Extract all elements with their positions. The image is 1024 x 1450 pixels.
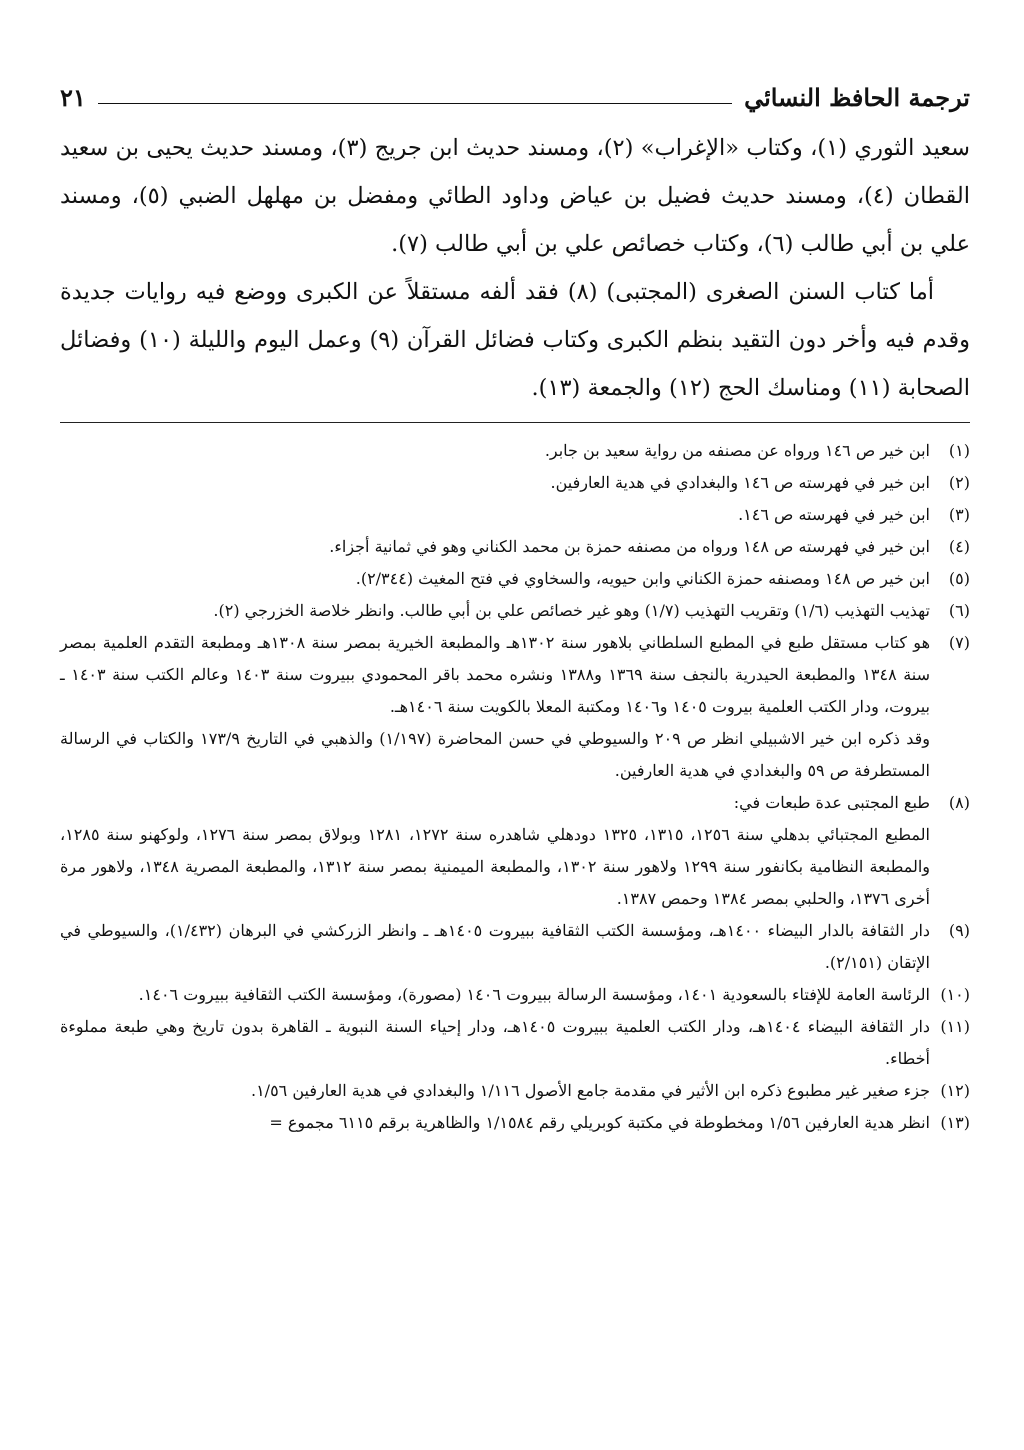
- footnote: [60, 435, 970, 467]
- footnote: [60, 595, 970, 627]
- footnote-number: (٦): [948, 601, 970, 620]
- paragraph: سعيد الثوري (١)، وكتاب «الإغراب» (٢)، ومسند حديث ابن جريج (٣)، ومسند حديث يحيى بن سعيد القطان (٤)، ومسند حديث فضيل بن عياض وداود الطائي ومفضل بن مهلهل الضبي (٥)، ومسند علي بن أبي طالب (٦)، وكتاب خصائص علي بن أبي طالب (٧).: [60, 135, 970, 257]
- footnote-number: (١٣): [940, 1113, 970, 1132]
- footnotes: [60, 435, 970, 1139]
- footnote-text: ابن خير في فهرسته ص ١٤٨ ورواه من مصنفه حمزة بن محمد الكناني وهو في ثمانية أجزاء.: [329, 537, 930, 556]
- footnote-text: المطبع المجتبائي بدهلي سنة ١٢٥٦، ١٣١٥، ١٣٢٥ دودهلي شاهدره سنة ١٢٧٢، ١٢٨١ وبولاق بمصر سنة ١٢٧٦، ولوكهنو سنة ١٢٨٥، والمطبعة النظامية بكانفور سنة ١٢٩٩ ولاهور سنة ١٣٠٢، والمطبعة الميمنية بمصر سنة ١٣١٢، والمطبعة المصرية ١٣٤٨، ولاهور مرة أخرى ١٣٧٦، والحلبي بمصر ١٣٨٤ وحمص ١٣٨٧.: [60, 825, 931, 908]
- footnote-text: ابن خير ص ١٤٦ ورواه عن مصنفه من رواية سعيد بن جابر.: [544, 441, 930, 460]
- footnote-text: انظر هدية العارفين ١/٥٦ ومخطوطة في مكتبة كوبريلي رقم ١/١٥٨٤ والظاهرية برقم ٦١١٥ مجموع =: [269, 1113, 930, 1132]
- page-number: ٢١: [60, 83, 86, 112]
- footnote: [60, 563, 970, 595]
- footnote-number: (٢): [948, 473, 970, 492]
- footnote-text: دار الثقافة البيضاء ١٤٠٤هـ، ودار الكتب العلمية ببيروت ١٤٠٥هـ، ودار إحياء السنة النبوية ـ القاهرة بدون تاريخ وهي طبعة مملوءة أخطاء.: [60, 1017, 931, 1068]
- footnote-number: (٤): [948, 537, 970, 556]
- footnote-text: ابن خير ص ١٤٨ ومصنفه حمزة الكناني وابن حيويه، والسخاوي في فتح المغيث (٢/٣٤٤).: [355, 569, 930, 588]
- footnote-number: (٩): [948, 921, 970, 940]
- footnote: [60, 1107, 970, 1139]
- footnote: [60, 787, 970, 915]
- book-page: [60, 70, 970, 1139]
- footnote-text: ابن خير في فهرسته ص ١٤٦ والبغدادي في هدية العارفين.: [550, 473, 930, 492]
- footnote-number: (١١): [940, 1017, 970, 1036]
- footnote-number: (٥): [948, 569, 970, 588]
- footnote-text: ابن خير في فهرسته ص ١٤٦.: [738, 505, 930, 524]
- footnote: [60, 1075, 970, 1107]
- footnote-text: جزء صغير غير مطبوع ذكره ابن الأثير في مقدمة جامع الأصول ١/١١٦ والبغدادي في هدية العارفين ١/٥٦.: [250, 1081, 930, 1100]
- footnote-number: (٨): [948, 793, 970, 812]
- header-rule: [98, 103, 732, 104]
- footnote-number: (٣): [948, 505, 970, 524]
- footnote: [60, 531, 970, 563]
- footnote-text: طبع المجتبى عدة طبعات في:: [733, 793, 930, 812]
- footnote: [60, 499, 970, 531]
- footnote-text: دار الثقافة بالدار البيضاء ١٤٠٠هـ، ومؤسسة الكتب الثقافية ببيروت ١٤٠٥هـ ـ وانظر الزركشي في البرهان (١/٤٣٢)، والسيوطي في الإتقان (٢/١٥١).: [60, 921, 931, 972]
- footnote-text: هو كتاب مستقل طبع في المطبع السلطاني بلاهور سنة ١٣٠٢هـ والمطبعة الخيرية بمصر سنة ١٣٠٨هـ ومطبعة التقدم العلمية بمصر سنة ١٣٤٨ والمطبعة الحيدرية بالنجف سنة ١٣٦٩ و١٣٨٨ ونشره محمد باقر المحمودي ببيروت سنة ١٤٠٣ وعالم الكتب سنة ١٤٠٣ ـ بيروت، ودار الكتب العلمية بيروت ١٤٠٥ و١٤٠٦ ومكتبة المعلا بالكويت سنة ١٤٠٦هـ.: [60, 633, 931, 716]
- footnote: [60, 467, 970, 499]
- footnote: [60, 979, 970, 1011]
- footnote: [60, 1011, 970, 1075]
- footnote-text: الرئاسة العامة للإفتاء بالسعودية ١٤٠١، ومؤسسة الرسالة ببيروت ١٤٠٦ (مصورة)، ومؤسسة الكتب الثقافية ببيروت ١٤٠٦.: [138, 985, 930, 1004]
- running-title: ترجمة الحافظ النسائي: [744, 83, 970, 112]
- footnote-text: تهذيب التهذيب (١/٦) وتقريب التهذيب (١/٧) وهو غير خصائص علي بن أبي طالب. وانظر خلاصة الخزرجي (٢).: [213, 601, 930, 620]
- footnote-number: (١): [948, 441, 970, 460]
- main-text: [60, 124, 970, 412]
- footnote-divider: [60, 422, 970, 423]
- paragraph: أما كتاب السنن الصغرى (المجتبى) (٨) فقد ألفه مستقلاً عن الكبرى ووضع فيه روايات جديدة وقدم فيه وأخر دون التقيد بنظم الكبرى وكتاب فضائل القرآن (٩) وعمل اليوم والليلة (١٠) وفضائل الصحابة (١١) ومناسك الحج (١٢) والجمعة (١٣).: [60, 279, 970, 401]
- footnote: [60, 627, 970, 787]
- footnote: [60, 915, 970, 979]
- footnote-number: (٧): [948, 633, 970, 652]
- footnote-number: (١٢): [940, 1081, 970, 1100]
- footnote-number: (١٠): [940, 985, 970, 1004]
- footnote-text: وقد ذكره ابن خير الاشبيلي انظر ص ٢٠٩ والسيوطي في حسن المحاضرة (١/١٩٧) والذهبي في التاريخ ١٧٣/٩ والكتاب في الرسالة المستطرفة ص ٥٩ والبغدادي في هدية العارفين.: [60, 729, 930, 780]
- page-header: [60, 70, 970, 112]
